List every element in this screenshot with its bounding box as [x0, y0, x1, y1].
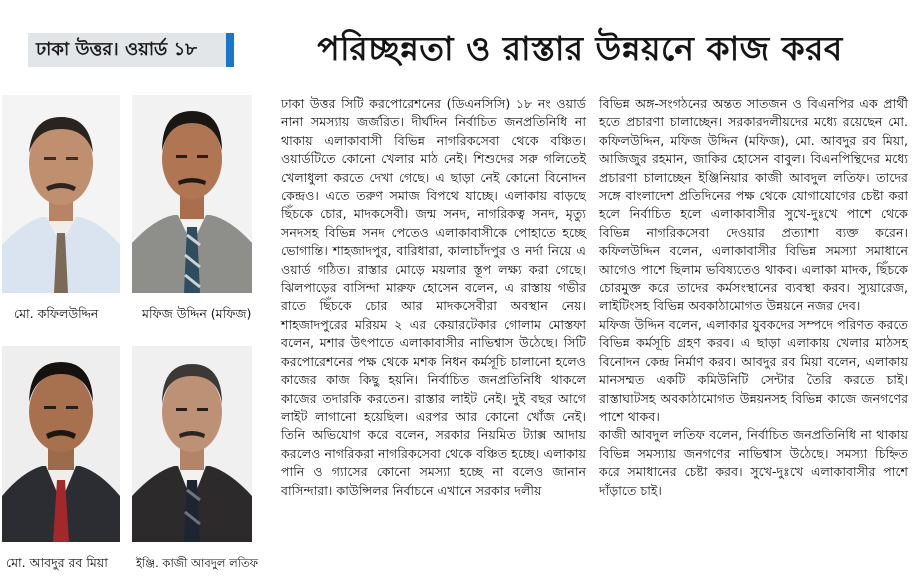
article-column-1 [281, 95, 586, 500]
headline: পরিচ্ছন্নতা ও রাস্তার উন্নয়নে কাজ করব [317, 29, 843, 68]
portrait-kazi-abdul-latif-icon [132, 346, 252, 542]
article-paragraph: বিভিন্ন অঙ্গ-সংগঠনের অন্তত সাতজন ও বিএনপির এক প্রার্থী হতে প্রচারণা চালাচ্ছেন। সরকারদলীয়দের মধ্যে রয়েছেন মো. কফিলউদ্দিন, মফিজ উদ্দিন (মফিজ), মো. আবদুর রব মিয়া, আজিজুর রহমান, জাকির হোসেন বাবুল। বিএনপিন্থিদের মধ্যে প্রচারণা চালাচ্ছেন ইঞ্জিনিয়ার কাজী আবদুল লতিফ। তাদের সঙ্গে বাংলাদেশ প্রতিদিনের পক্ষ থেকে যোগাযোগের চেষ্টা করা হলে নির্বাচিত হলে এলাকাবাসীর সুখে-দুঃখে পাশে থেকে বিভিন্ন নাগরিকসেবা দেওয়ার প্রত্যাশা ব্যক্ত করেন। কফিলউদ্দিন বলেন, এলাকাবাসীর বিভিন্ন সমস্যা সমাধানে আগেও পাশে ছিলাম ভবিষ্যতেও থাকব। এলাকা মাদক, ছিঁচকে চোরমুক্ত করে তাদের কর্মসংস্থানের ব্যবস্থা করব। স্যুয়ারেজ, লাইটিংসহ বিভিন্ন অবকাঠামোগত উন্নয়নে নজর দেব। [599, 96, 908, 314]
caption-kazi-abdul-latif: ইঞ্জি. কাজী আবদুল লতিফ [136, 556, 258, 570]
photo-abdur-rob-mia [2, 346, 120, 542]
portrait-abdur-rob-mia-icon [2, 346, 120, 542]
photo-mofiz-uddin [132, 95, 252, 293]
section-tag [28, 33, 234, 67]
article-paragraph: ঢাকা উত্তর সিটি করপোরেশনের (ডিএনসিসি) ১৮ নং ওয়ার্ড নানা সমস্যায় জর্জরিত। দীর্ঘদিন নির্বাচিত জনপ্রতিনিধি না থাকায় এলাকাবাসী বিভিন্ন নাগরিকসেবা থেকে বঞ্চিত। ওয়ার্ডটিতে কোনো খেলার মাঠ নেই। শিশুদের সরু গলিতেই খেলাধুলা করতে দেখা গেছে। এ ছাড়া নেই কোনো বিনোদন কেন্দ্রও। এতে তরুণ সমাজ বিপথে যাচ্ছে। এলাকায় বাড়ছে ছিঁচকে চোর, মাদকসেবী। জন্ম সনদ, নাগরিকত্ব সনদ, মৃত্যু সনদসহ বিভিন্ন সনদ পেতেও এলাকাবাসীকে পোহাতে হচ্ছে ভোগান্তি। শাহজাদপুর, বারিধারা, কালাচাঁদপুর ও নর্দা নিয়ে এ ওয়ার্ড গঠিত। রাস্তার মোড়ে ময়লার স্তূপ লক্ষ্য করা গেছে। ঝিলপাড়ের বাসিন্দা মারুফ হোসেন বলেন, এ রাস্তায় গভীর রাতে ছিঁচকে চোর আর মাদকসেবীরা অবস্থান নেয়। শাহজাদপুরের মরিয়ম ২ এর কেয়ারটেকার গোলাম মোস্তফা বলেন, মশার উৎপাতে এলাকাবাসীর নাভিশ্বাস উঠেছে। সিটি করপোরেশনের পক্ষ থেকে মশক নিধন কর্মসূচি চালানো হলেও কাজের কাজ কিছু হয়নি। নির্বাচিত জনপ্রতিনিধি থাকলে কাজের তদারকি করতেন। রাস্তার লাইট নেই। দুই বছর আগে লাইট লাগানো হয়েছিল। এরপর আর কোনো খোঁজ নেই। তিনি অভিযোগ করে বলেন, সরকার নিয়মিত ট্যাক্স আদায় করলেও নাগরিকরা নাগরিকসেবা থেকে বঞ্চিত হচ্ছে। এলাকায় পানি ও গ্যাসের কোনো সমস্যা হচ্ছে না বলেও জানান বাসিন্দারা। কাউন্সিলর নির্বাচনে এখানে সরকার দলীয় [281, 96, 586, 498]
caption-kafiluddin: মো. কফিলউদ্দিন [14, 306, 99, 321]
article-paragraph: মফিজ উদ্দিন বলেন, এলাকার যুবকদের সম্পদে পরিণত করতে বিভিন্ন কর্মসূচি গ্রহণ করব। এ ছাড়া এলাকায় খেলার মাঠসহ বিনোদন কেন্দ্র নির্মাণ করব। আবদুর রব মিয়া বলেন, এলাকায় মানসম্মত একটি কমিউনিটি সেন্টার তৈরি করতে চাই। রাস্তাঘাটসহ অবকাঠামোগত উন্নয়নসহ বিভিন্ন কাজে জনগণের পাশে থাকব। [599, 316, 908, 424]
portrait-kafiluddin-icon [2, 95, 120, 293]
portrait-mofiz-uddin-icon [132, 95, 252, 293]
section-tag-label: ঢাকা উত্তর। ওয়ার্ড ১৮ [36, 38, 197, 60]
photo-kafiluddin [2, 95, 120, 293]
article-column-2 [599, 95, 908, 500]
article-paragraph: কাজী আবদুল লতিফ বলেন, নির্বাচিত জনপ্রতিনিধি না থাকায় বিভিন্ন সমস্যায় জনগণের নাভিশ্বাস উঠেছে। সমস্যা চিহ্নিত করে সমাধানের চেষ্টা করব। সুখে-দুঃখে এলাকাবাসীর পাশে দাঁড়াতে চাই। [599, 427, 908, 498]
caption-abdur-rob-mia: মো. আবদুর রব মিয়া [6, 555, 108, 570]
section-tag-accent-bar [226, 33, 234, 67]
caption-mofiz-uddin: মফিজ উদ্দিন (মফিজ) [142, 306, 252, 321]
photo-kazi-abdul-latif [132, 346, 252, 542]
